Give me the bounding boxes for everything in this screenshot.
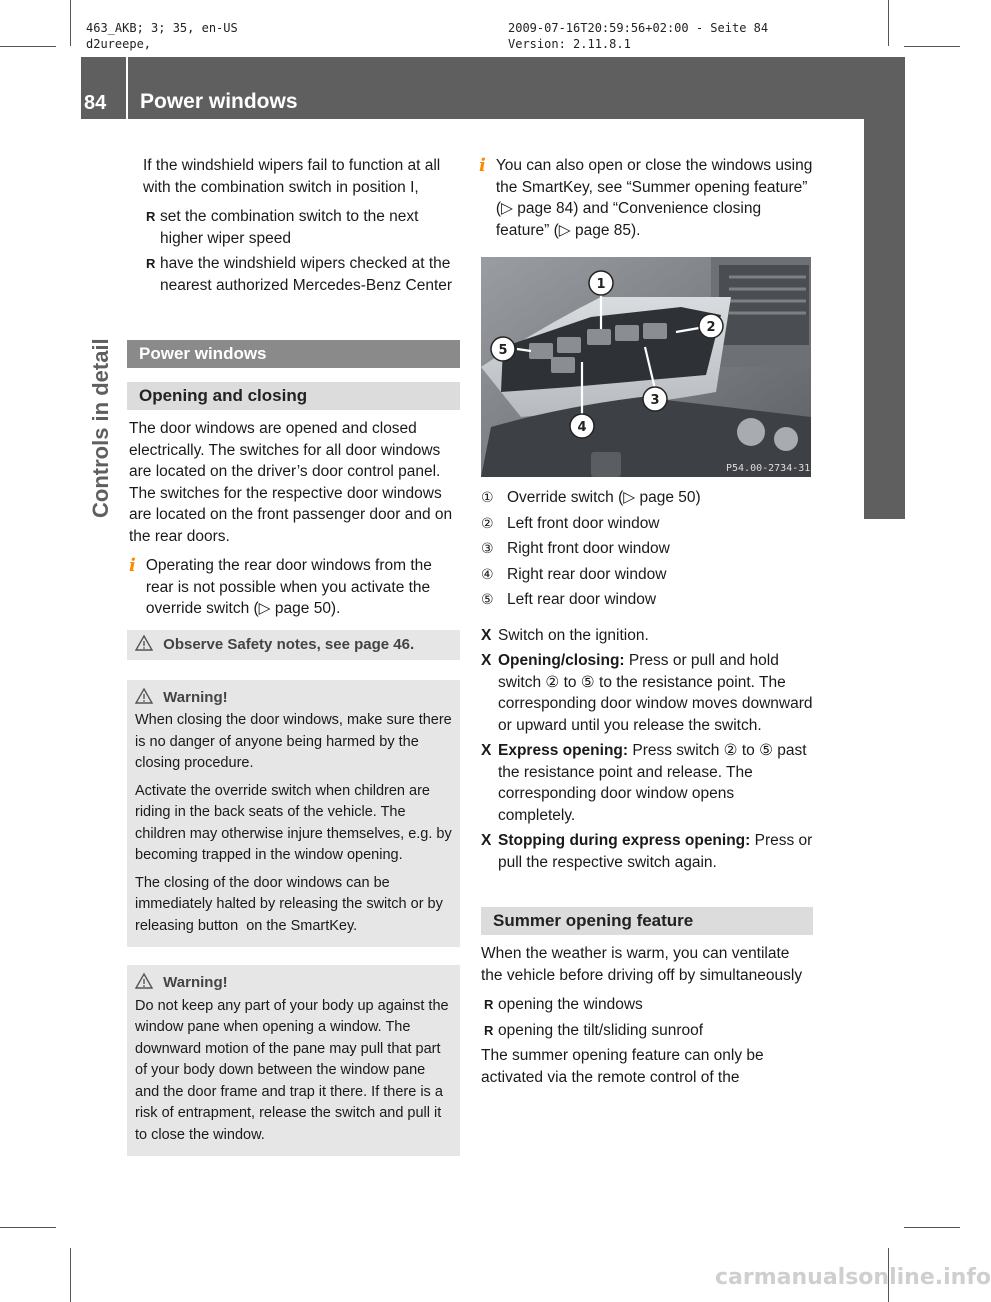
- legend-num: ⑤: [481, 591, 494, 607]
- step-text: Press or pull and hold switch ② to ⑤ to the resistance point. The corresponding door window moves downward or upward until you release the switch.: [498, 652, 813, 734]
- subsection-heading: Opening and closing: [127, 382, 460, 410]
- legend-text: Left rear door window: [507, 591, 657, 608]
- sidebar-tab: [864, 119, 905, 519]
- right-column-lower: [481, 487, 813, 1096]
- left-column: [127, 155, 460, 1168]
- door-switch-panel-photo: [481, 257, 811, 477]
- warning-triangle-icon: [135, 635, 153, 651]
- meta-line: d2ureepe,: [86, 37, 152, 51]
- safety-note-text: Observe Safety notes, see page 46.: [163, 635, 415, 653]
- info-note: [129, 555, 460, 620]
- svg-text:2: 2: [706, 320, 716, 335]
- legend-num: ③: [481, 540, 494, 556]
- legend-item: [481, 513, 813, 535]
- warning-box: [127, 680, 460, 948]
- svg-text:3: 3: [650, 393, 660, 408]
- info-icon: i: [129, 555, 136, 576]
- list-item: R opening the windows: [481, 994, 813, 1016]
- warning-triangle-icon: [135, 688, 153, 704]
- meta-line: 2009-07-16T20:59:56+02:00 - Seite 84: [508, 21, 769, 35]
- warning-paragraph: Do not keep any part of your body up against the window pane when opening a window. The downward motion of the pane may pull that part of your body down between the window pane and the door frame and trap it there. If there is a risk of entrapment, release the switch and pull it to close the window.: [135, 997, 449, 1143]
- legend: [481, 487, 813, 611]
- list-item: R opening the tilt/sliding sunroof: [481, 1020, 813, 1042]
- instruction-step: [481, 625, 813, 647]
- page-number: 84: [84, 92, 107, 114]
- step-label: Stopping during express opening:: [498, 832, 751, 849]
- svg-text:4: 4: [577, 420, 587, 435]
- warning-paragraph: The closing of the door windows can be immediately halted by releasing the switch or by releasing button on the SmartKey.: [135, 874, 443, 934]
- print-meta-left: [86, 20, 238, 52]
- step-label: Express opening:: [498, 742, 629, 759]
- legend-num: ④: [481, 565, 494, 582]
- crop-mark: [70, 1248, 71, 1302]
- callout-2: [699, 314, 723, 338]
- sidebar-label: Controls in detail: [88, 338, 113, 518]
- warning-title: [135, 687, 452, 709]
- warning-title-text: Warning!: [163, 974, 228, 991]
- crop-mark: [70, 0, 71, 46]
- info-text: Operating the rear door windows from the rear is not possible when you activate the override switch (▷ page 50).: [145, 557, 432, 617]
- callout-4: [570, 414, 594, 438]
- legend-num: ②: [481, 514, 494, 531]
- photo-code: P54.00-2734-31: [726, 463, 811, 474]
- legend-item: [481, 487, 813, 509]
- step-text: Switch on the ignition.: [498, 626, 649, 644]
- legend-item: [481, 538, 813, 560]
- legend-text: Right rear door window: [507, 565, 667, 583]
- callout-5: [491, 337, 515, 361]
- meta-line: Version: 2.11.8.1: [508, 37, 631, 51]
- svg-text:5: 5: [498, 343, 508, 358]
- legend-text: Override switch (▷ page 50): [507, 489, 701, 506]
- legend-item: [481, 564, 813, 586]
- crop-mark: [0, 46, 56, 47]
- crop-mark: [888, 0, 889, 46]
- step-label: Opening/closing:: [498, 652, 625, 669]
- crop-mark: [904, 46, 960, 47]
- instruction-step: [481, 740, 813, 826]
- body-paragraph: The summer opening feature can only be activated via the remote control of the: [481, 1047, 764, 1086]
- section-heading: Summer opening feature: [481, 907, 813, 935]
- body-paragraph: The door windows are opened and closed electrically. The switches for all door windows are located on the driver’s door control panel. The switches for the respective door windows are located on the front passenger door and on the rear doors.: [129, 420, 453, 545]
- warning-title-text: Warning!: [163, 688, 228, 706]
- crop-mark: [0, 1227, 56, 1228]
- info-note: [479, 155, 813, 241]
- intro-paragraph: If the windshield wipers fail to function at all with the combination switch in position I,: [143, 157, 441, 196]
- legend-text: Right front door window: [507, 540, 670, 557]
- right-column: [479, 155, 813, 249]
- info-text: You can also open or close the windows using the SmartKey, see “Summer opening feature” (▷ page 84) and “Convenience closing feature” (▷ page 85).: [495, 157, 813, 239]
- header-divider: [126, 57, 128, 119]
- page-title: Power windows: [140, 90, 298, 113]
- list-item: R have the windshield wipers checked at the nearest authorized Mercedes-Benz Center: [143, 253, 460, 296]
- step-text: Press or pull the respective switch again.: [498, 832, 813, 871]
- body-paragraph: When the weather is warm, you can ventilate the vehicle before driving off by simultaneously: [481, 945, 803, 984]
- watermark: carmanualsonline.info: [715, 1265, 991, 1290]
- callout-1: [589, 271, 613, 295]
- print-meta-right: [508, 20, 768, 52]
- instruction-step: [481, 830, 813, 873]
- legend-num: ①: [481, 489, 494, 505]
- legend-item: [481, 589, 813, 611]
- warning-paragraph: Activate the override switch when children are riding in the back seats of the vehicle. The children may otherwise injure themselves, e.g. by becoming trapped in the window opening.: [135, 782, 452, 863]
- callout-3: [643, 387, 667, 411]
- svg-text:1: 1: [596, 277, 606, 292]
- crop-mark: [904, 1227, 960, 1228]
- warning-paragraph: When closing the door windows, make sure there is no danger of anyone being harmed by the closing procedure.: [135, 712, 452, 771]
- info-icon: i: [479, 155, 486, 176]
- warning-triangle-icon: [135, 973, 153, 989]
- list-item: R set the combination switch to the next higher wiper speed: [143, 206, 460, 249]
- warning-title: [135, 972, 452, 994]
- meta-line: 463_AKB; 3; 35, en-US: [86, 21, 238, 35]
- section-heading: Power windows: [127, 340, 460, 368]
- instruction-step: [481, 650, 813, 736]
- step-text: Press switch ② to ⑤ past the resistance point and release. The corresponding door window opens completely.: [498, 742, 807, 824]
- warning-box: [127, 965, 460, 1156]
- legend-text: Left front door window: [507, 514, 660, 532]
- safety-note: [127, 630, 460, 660]
